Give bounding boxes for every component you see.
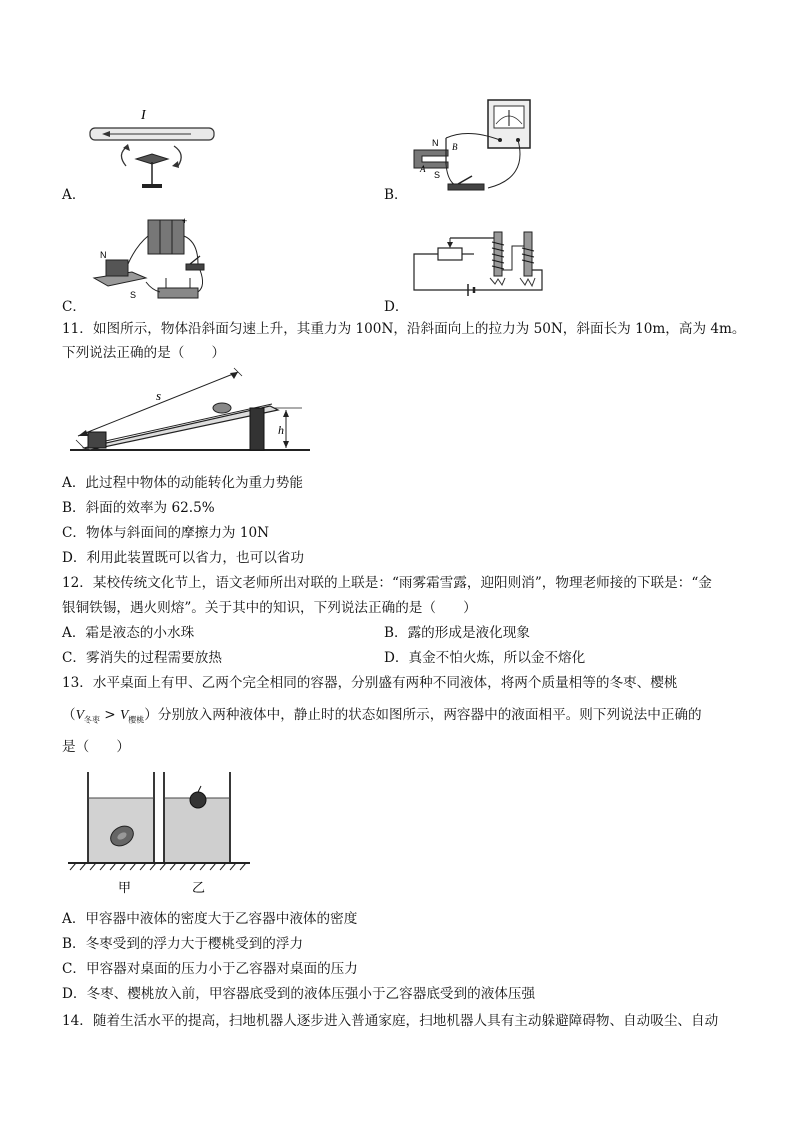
figure-galvanometer-magnet-circuit (408, 98, 532, 200)
q12-stem-line1: 12．某校传统文化节上，语文老师所出对联的上联是：“雨雾霜雪露，迎阳则消”，物理老师接的下联是：“金 (62, 575, 712, 591)
q13-option-d: D．冬枣、樱桃放入前，甲容器底受到的液体压强小于乙容器底受到的液体压强 (62, 986, 536, 1002)
figure-electromagnet-circuit (408, 226, 558, 310)
point-b-label: B (452, 142, 458, 152)
figure-motor-battery-switch (86, 216, 216, 310)
motor-south-label: S (130, 290, 137, 300)
q11-option-d: D．利用此装置既可以省力，也可以省功 (62, 550, 304, 566)
motor-north-label: N (100, 250, 107, 260)
q11-stem-line2: 下列说法正确的是（ ） (62, 345, 226, 361)
q12-option-a: A．霜是液态的小水珠 (62, 625, 195, 641)
battery-plus-label: + (182, 216, 188, 226)
q12-stem-line2: 银铜铁锡，遇火则熔”。关于其中的知识，下列说法正确的是（ ） (62, 600, 477, 616)
option-a-label: A． (62, 187, 86, 203)
north-pole-label: N (432, 138, 439, 148)
q14-stem-line1: 14．随着生活水平的提高，扫地机器人逐步进入普通家庭，扫地机器人具有主动躲避障碍物、自动吸尘、自动 (62, 1013, 719, 1029)
q13-stem-line3: 是（ ） (62, 739, 130, 755)
figure-inclined-plane (66, 366, 312, 462)
q11-stem-line1: 11．如图所示，物体沿斜面匀速上升，其重力为 100N，沿斜面向上的拉力为 50N，斜面长为 10m，高为 4m。 (62, 321, 746, 337)
incline-length-label: s (156, 388, 162, 403)
option-b-label: B． (384, 187, 408, 203)
container-yi-label: 乙 (192, 881, 206, 896)
south-pole-label: S (434, 170, 441, 180)
q13-stem-line2: $(V_{冬枣} > V_{樱桃})$分别放入两种液体中，静止时的状态如图所示，两容器中的液面相平。则下列说法中正确的 (62, 707, 702, 725)
figure-current-wire-compass (86, 104, 221, 196)
q12-option-b: B．露的形成是液化现象 (384, 625, 530, 641)
q12-option-c: C．雾消失的过程需要放热 (62, 650, 222, 666)
option-c-label: C． (62, 299, 86, 315)
option-d-label: D． (384, 299, 409, 315)
incline-height-label: h (278, 423, 284, 437)
q12-option-d: D．真金不怕火炼，所以金不熔化 (384, 650, 586, 666)
q13-option-b: B．冬枣受到的浮力大于樱桃受到的浮力 (62, 936, 304, 952)
q11-option-b: B．斜面的效率为 62.5% (62, 500, 215, 516)
figure-two-containers (64, 766, 254, 898)
q11-option-a: A．此过程中物体的动能转化为重力势能 (62, 475, 303, 491)
container-jia-label: 甲 (118, 881, 132, 896)
q13-stem-line1: 13．水平桌面上有甲、乙两个完全相同的容器，分别盛有两种不同液体，将两个质量相等的冬枣、樱桃 (62, 675, 678, 691)
current-label: I (141, 108, 146, 123)
q13-option-a: A．甲容器中液体的密度大于乙容器中液体的密度 (62, 911, 358, 927)
q11-option-c: C．物体与斜面间的摩擦力为 10N (62, 525, 270, 541)
point-a-label: A (420, 164, 426, 174)
q13-option-c: C．甲容器对桌面的压力小于乙容器对桌面的压力 (62, 961, 358, 977)
